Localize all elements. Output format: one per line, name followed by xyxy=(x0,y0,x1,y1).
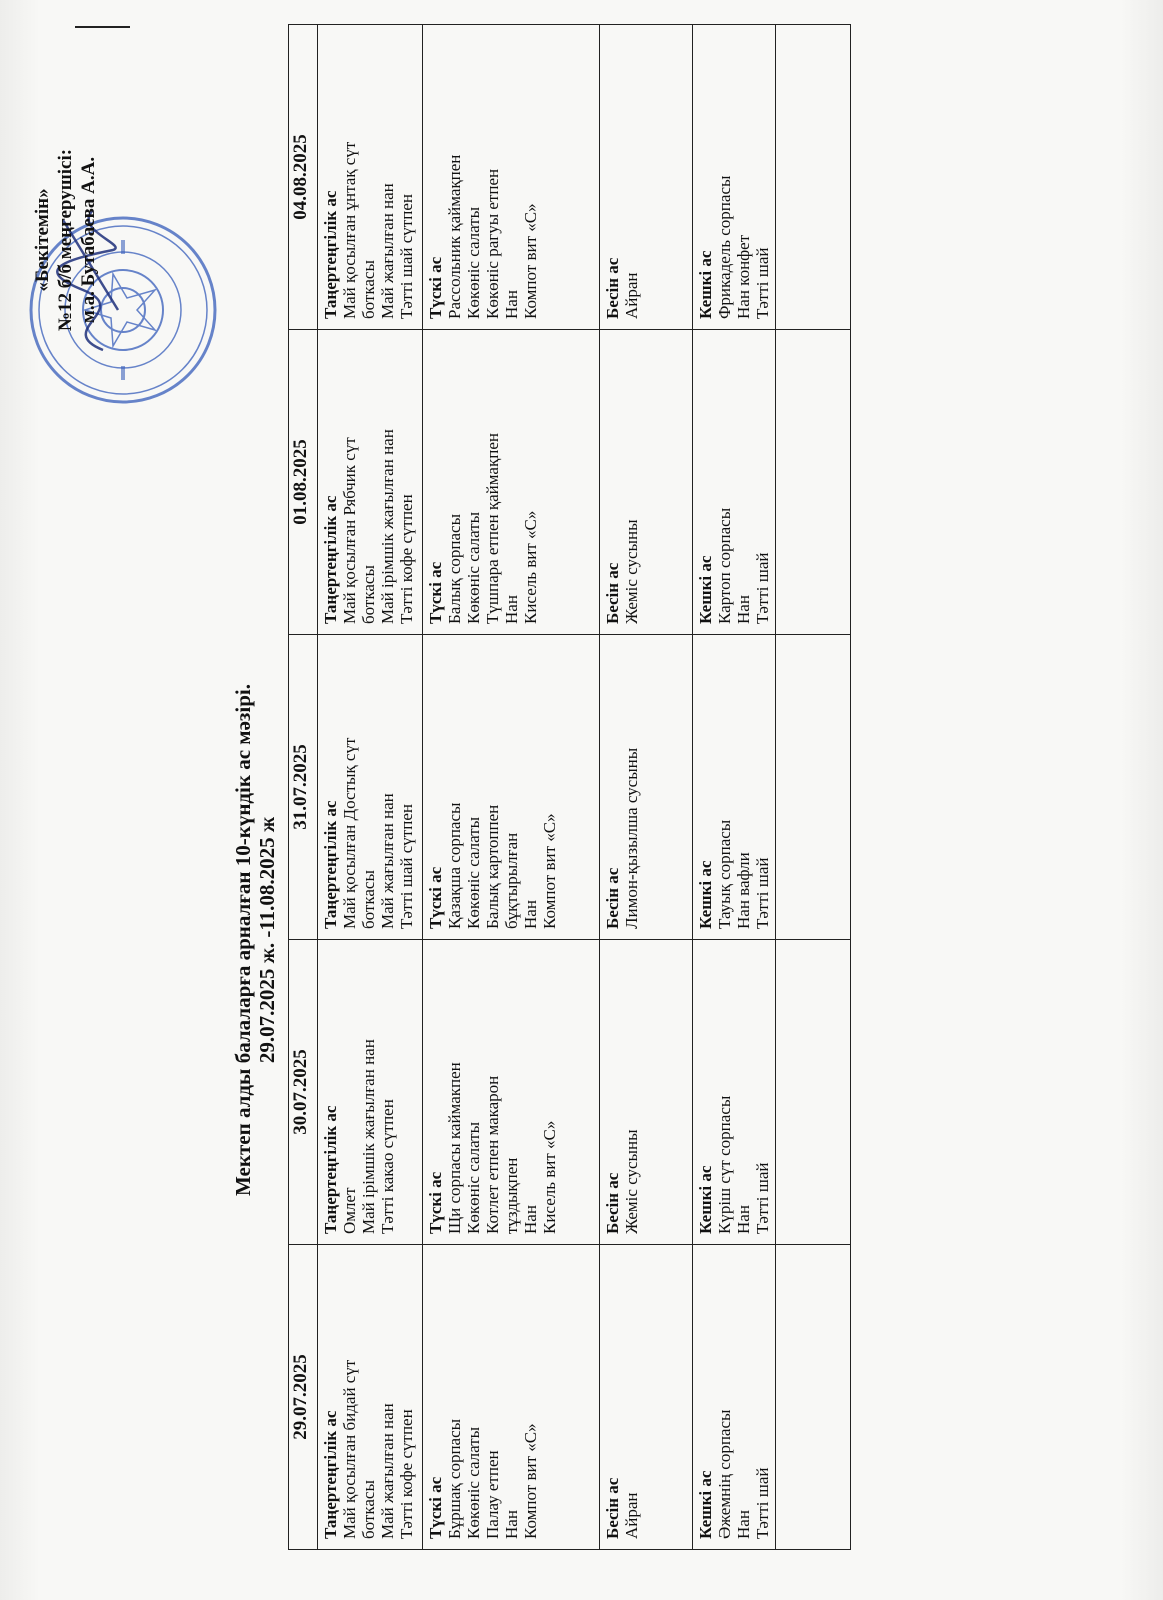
dish: Балық сорпасы xyxy=(445,513,464,624)
meal-name: Бесін ас xyxy=(603,867,622,929)
dish: боткасы xyxy=(359,565,378,624)
empty-cell xyxy=(776,1245,851,1550)
date-header: 04.08.2025 xyxy=(289,25,318,330)
menu-cell xyxy=(318,25,423,330)
dish: Көкөніс салаты xyxy=(464,816,483,929)
empty-cell xyxy=(776,330,851,635)
dish: Тәтті шай xyxy=(753,1162,772,1234)
margin-mark xyxy=(75,26,130,28)
dish: Жеміс сусыны xyxy=(622,1129,641,1234)
dish: Май жағылған нан xyxy=(378,1403,397,1539)
dish: Көкөніс рагуы етпен xyxy=(483,168,502,319)
dish: Май қосылған Рябчик сүт xyxy=(340,437,359,624)
dish: Нан xyxy=(734,1205,753,1234)
dish: Компот вит «С» xyxy=(521,203,540,319)
dish: Нан xyxy=(502,290,521,319)
menu-cell xyxy=(693,25,776,330)
dish: Котлет етпен макарон xyxy=(483,1075,502,1234)
menu-cell xyxy=(318,940,423,1245)
dish: Картоп сорпасы xyxy=(715,507,734,624)
dish: Май қосылған бидай сүт xyxy=(340,1359,359,1539)
menu-cell xyxy=(423,25,600,330)
dish: Көкөніс салаты xyxy=(464,206,483,319)
empty-cell xyxy=(776,635,851,940)
dish: Компот вит «С» xyxy=(521,1423,540,1539)
menu-cell xyxy=(600,1245,693,1550)
dish: Тәтті кофе сүтпен xyxy=(397,1409,416,1539)
menu-title-line1: Мектеп алды балаларға арналған 10-күндік ас мәзірі. xyxy=(231,684,255,1196)
dish: Тәтті шай xyxy=(753,247,772,319)
menu-cell xyxy=(423,1245,600,1550)
meal-name: Түскі ас xyxy=(426,1171,445,1234)
dish: Көкөніс салаты xyxy=(464,511,483,624)
dish: Нан вафли xyxy=(734,852,753,929)
menu-cell xyxy=(600,25,693,330)
dish: Түшпара етпен қаймақпен xyxy=(483,433,502,624)
menu-title-dates: 29.07.2025 ж. -11.08.2025 ж xyxy=(255,816,279,1064)
meal-name: Кешкі ас xyxy=(696,555,715,624)
meal-name: Бесін ас xyxy=(603,257,622,319)
empty-cell xyxy=(776,940,851,1245)
dish: Тәтті шай xyxy=(753,552,772,624)
meal-name: Түскі ас xyxy=(426,561,445,624)
dish: Нан xyxy=(734,1510,753,1539)
meal-name: Түскі ас xyxy=(426,256,445,319)
dish: Май қосылған Достық сүт xyxy=(340,737,359,929)
dish: бұқтырылған xyxy=(502,832,521,929)
dish: Май ірімшік жағылған нан xyxy=(359,1039,378,1234)
dish: Май жағылған нан xyxy=(378,183,397,319)
meal-name: Бесін ас xyxy=(603,1172,622,1234)
dish: Балық картоппен xyxy=(483,804,502,929)
lunch-row xyxy=(423,25,600,1550)
dish: Лимон-қызылша сусыны xyxy=(622,747,641,929)
date-header-row xyxy=(289,25,318,1550)
dish: Омлет xyxy=(340,1187,359,1234)
dish: Кисель вит «С» xyxy=(540,1120,559,1234)
menu-cell xyxy=(693,330,776,635)
dish: Тәтті шай xyxy=(753,857,772,929)
dish: Май жағылған нан xyxy=(378,793,397,929)
menu-cell xyxy=(600,940,693,1245)
meal-name: Таңертеңгілік ас xyxy=(321,495,340,624)
dish: Май қосылған ұнтақ сүт xyxy=(340,141,359,319)
dish: Нан конфет xyxy=(734,234,753,319)
menu-cell xyxy=(423,635,600,940)
date-header: 30.07.2025 xyxy=(289,940,318,1245)
dish: Көкөніс салаты xyxy=(464,1426,483,1539)
meal-name: Кешкі ас xyxy=(696,1165,715,1234)
approval-name: м.а. Бутабаева А.А. xyxy=(78,156,99,324)
dish: Тәтті шай сүтпен xyxy=(397,194,416,319)
dish: Кисель вит «С» xyxy=(521,510,540,624)
menu-title xyxy=(231,490,279,1390)
dinner-row xyxy=(693,25,776,1550)
empty-cell xyxy=(776,25,851,330)
dish: Рассольник қаймақпен xyxy=(445,154,464,319)
menu-cell xyxy=(693,635,776,940)
dish: Нан xyxy=(734,595,753,624)
dish: Тәтті шай xyxy=(753,1467,772,1539)
meal-name: Таңертеңгілік ас xyxy=(321,1105,340,1234)
approval-position: №12 б/б меңгерушісі: xyxy=(55,148,76,332)
dish: Нан xyxy=(502,1510,521,1539)
dish: Әжемнің сорпасы xyxy=(715,1409,734,1539)
menu-table xyxy=(288,24,851,1550)
menu-cell xyxy=(423,330,600,635)
dish: Нан xyxy=(502,595,521,624)
dish: боткасы xyxy=(359,260,378,319)
date-header: 31.07.2025 xyxy=(289,635,318,940)
menu-cell xyxy=(693,940,776,1245)
meal-name: Түскі ас xyxy=(426,866,445,929)
dish: Нан xyxy=(521,900,540,929)
snack-row xyxy=(600,25,693,1550)
dish: Тауық сорпасы xyxy=(715,819,734,929)
meal-name: Таңертеңгілік ас xyxy=(321,1410,340,1539)
dish: тұздықпен xyxy=(502,1157,521,1234)
meal-name: Таңертеңгілік ас xyxy=(321,190,340,319)
dish: Палау етпен xyxy=(483,1450,502,1539)
date-header: 29.07.2025 xyxy=(289,1245,318,1550)
approval-block xyxy=(31,60,100,420)
dish: Тәтті какао сүтпен xyxy=(378,1099,397,1234)
dish: Май ірімшік жағылған нан xyxy=(378,429,397,624)
dish: Бұршақ сорпасы xyxy=(445,1418,464,1539)
dish: Жеміс сусыны xyxy=(622,519,641,624)
menu-cell xyxy=(693,1245,776,1550)
menu-cell xyxy=(600,330,693,635)
meal-name: Бесін ас xyxy=(603,562,622,624)
menu-cell xyxy=(318,1245,423,1550)
dish: Айран xyxy=(622,272,641,319)
meal-name: Кешкі ас xyxy=(696,1470,715,1539)
menu-cell xyxy=(318,635,423,940)
meal-name: Бесін ас xyxy=(603,1477,622,1539)
dish: Нан xyxy=(521,1205,540,1234)
dish: Күріш сүт сорпасы xyxy=(715,1095,734,1234)
dish: Айран xyxy=(622,1492,641,1539)
meal-name: Түскі ас xyxy=(426,1476,445,1539)
dish: Тәтті кофе сүтпен xyxy=(397,494,416,624)
menu-cell xyxy=(318,330,423,635)
breakfast-row xyxy=(318,25,423,1550)
dish: Тәтті шай сүтпен xyxy=(397,804,416,929)
dish: Қазақша сорпасы xyxy=(445,802,464,929)
dish: боткасы xyxy=(359,1480,378,1539)
date-header: 01.08.2025 xyxy=(289,330,318,635)
meal-name: Кешкі ас xyxy=(696,860,715,929)
approval-title: «Бекітемін» xyxy=(32,188,53,292)
dish: боткасы xyxy=(359,870,378,929)
menu-cell xyxy=(423,940,600,1245)
meal-name: Кешкі ас xyxy=(696,250,715,319)
empty-row xyxy=(776,25,851,1550)
dish: Щи сорпасы каймакпен xyxy=(445,1062,464,1234)
dish: Көкөніс салаты xyxy=(464,1121,483,1234)
dish: Компот вит «С» xyxy=(540,813,559,929)
rotated-document xyxy=(23,20,1113,1550)
meal-name: Таңертеңгілік ас xyxy=(321,800,340,929)
dish: Фрикадель сорпасы xyxy=(715,175,734,319)
menu-cell xyxy=(600,635,693,940)
